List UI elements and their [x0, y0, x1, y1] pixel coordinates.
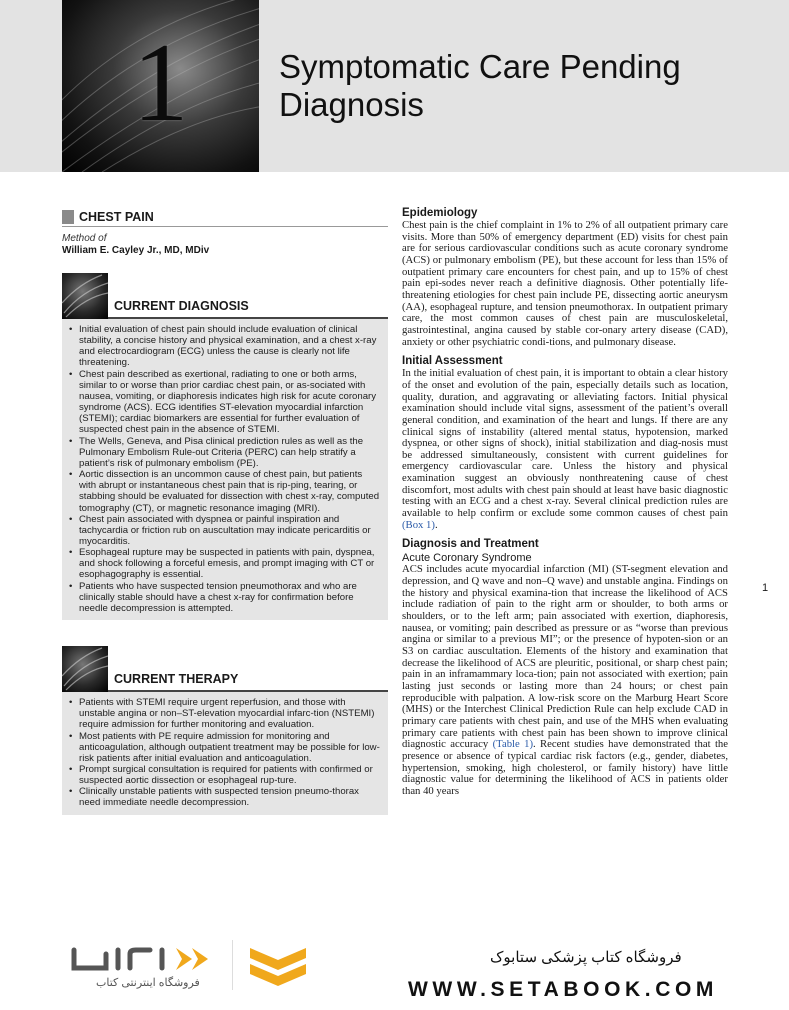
initial-assessment-paragraph — [402, 368, 728, 531]
setabook-logo-icon — [66, 942, 226, 976]
list-item: • Chest pain associated with dyspnea or painful inspiration and tachycardia or friction rub on auscultation may indicate pericarditis or myocarditis. — [68, 514, 380, 547]
acs-text-continued: . Recent studies have demonstrated that the presence or absence of typical cardiac risk factors (e.g., gender, diabetes, hypertension, smoking, high cholesterol, or family history) have little diagnostic value for determining the likelihood of ACS in patients older than 40 years — [402, 738, 728, 797]
list-item: • Most patients with PE require admission for monitoring and anticoagulation, although outpatient treatment may be possible for low-risk patients after initial evaluation and anticoagulation. — [68, 731, 380, 764]
brand-subtitle: فروشگاه اینترنتی کتاب — [96, 977, 200, 989]
list-item: • Chest pain described as exertional, radiating to one or both arms, similar to or worse than prior cardiac chest pain, or as-sociated with nausea, vomiting, or diaphoresis indicates high risk for acute coronary syndrome (ACS). ECG identifies ST-elevation myocardial infarction (STEMI); cardiac biomarkers are essential for further evaluation of suspected chest pain in the absence of STEMI. — [68, 369, 380, 436]
store-title: فروشگاه کتاب پزشکی ستابوک — [490, 949, 682, 966]
initial-assessment-heading: Initial Assessment — [402, 355, 503, 368]
acs-subheading: Acute Coronary Syndrome — [402, 552, 532, 565]
initial-assessment-text: In the initial evaluation of chest pain, it is important to obtain a clear history of the onset and evolution of the pain, especially details such as location, quality, duration, and aggravating or alleviating factors. Initial physical examination should include vital signs, assessment of the patient’s overall general condition, and examination of the heart and lungs. If there are any clinical signs of instability (altered mental status, hypotension, marked dyspnea, or other signs of shock), initial stabilization and diag-nosis must be addressed simultaneously, consistent with current guidelines for emergency cardiovascular care. Unless the history and physical examination suggest an obviously nonthreatening cause of chest discomfort, most adults with chest pain should at least have basic diagnostic testing with an ECG and a chest x-ray. Several clinical prediction rules are available to help confirm or exclude some common causes of chest pain — [402, 367, 728, 520]
list-item: • Initial evaluation of chest pain should include evaluation of clinical stability, a concise history and physical examination, and a chest x-ray and electrocardiogram (ECG) unless the cause is clearly not life threatening. — [68, 324, 380, 369]
list-item: • Prompt surgical consultation is required for patients with confirmed or suspected aortic dissection or esophageal rup-ture. — [68, 764, 380, 786]
sentence-end: . — [434, 518, 438, 531]
page-number: 1 — [762, 582, 769, 594]
box-1-link[interactable]: (Box 1) — [402, 518, 435, 531]
list-item: • Aortic dissection is an uncommon cause of chest pain, but patients with abrupt or instantaneous chest pain that is rip-ping, tearing, or stabbing should be evaluated for dissection with chest x-ray, computed tomography (CT), or magnetic resonance imaging (MRI). — [68, 469, 380, 514]
current-therapy-header — [62, 646, 388, 692]
author-name: William E. Cayley Jr., MD, MDiv — [62, 245, 210, 256]
current-diagnosis-box — [62, 319, 388, 620]
acs-text: ACS includes acute myocardial infarction (MI) (ST-segment elevation and depression, and Q wave and non–Q wave) and unstable angina. Findings on the history and physical examina-tion that increase the likelihood of ACS include radiation of pain to the right arm or shoulder, to both arms or shoulders, or to the left arm; pain associated with exertion, diaphoresis, nausea, or vomiting; pain described as pressure or as “worse than previous angina or similar to a previous MI”; or the presence of hypoten-sion or an S3 on cardiac auscultation. Elements of the history and examination that decrease the likelihood of ACS are pleuritic, positional, or sharp chest pain; pain in an inframammary loca-tion; pain not associated with exertion; pain lasting just seconds or lasting more than 24 hours; or chest pain reproducible with palpation. A low-risk score on the Marburg Heart Score (MHS) or the Interchest Clinical Prediction Rule can help exclude CAD in primary care patients with chest pain, and use of the MHS when evaluating primary care patients with chest pain has been shown to improve clinical diagnostic accuracy — [402, 563, 728, 751]
chapter-number-panel — [62, 0, 259, 172]
method-label: Method of — [62, 233, 107, 244]
current-diagnosis-header — [62, 273, 388, 319]
list-item: • The Wells, Geneva, and Pisa clinical prediction rules as well as the Pulmonary Embolism Rule-out Criteria (PERC) can help stratify a patient’s risk of pulmonary embolism (PE). — [68, 436, 380, 469]
swirl-emblem-icon — [62, 646, 108, 692]
section-title — [62, 208, 388, 227]
footer-banner — [0, 928, 789, 1010]
chapter-number: 1 — [132, 21, 189, 145]
acs-paragraph — [402, 564, 728, 797]
list-item: • Esophageal rupture may be suspected in patients with pain, dyspnea, and shock following a forceful emesis, and prompt imaging with CT or esophagography is essential. — [68, 547, 380, 580]
section-title-text: CHEST PAIN — [79, 210, 154, 224]
store-url[interactable]: WWW.SETABOOK.COM — [408, 978, 719, 1001]
header-rule — [108, 690, 388, 692]
epidemiology-paragraph: Chest pain is the chief complaint in 1% to 2% of all outpatient primary care visits. More than 50% of emergency department (ED) visits for chest pain are for serious cardiovascular conditions such as acute coronary syndrome (ACS) or pulmonary embolism (PE), but these account for less than 15% of outpatient primary care encounters for chest pain, and up to 15% of chest pain epi-sodes never reach a definitive diagnosis. Other potentially life-threatening etiologies for chest pain include PE, dissecting aortic aneurysm (AA), esophageal rupture, and tension pneumothorax. In outpatient primary care, the most common causes of chest pain are musculoskeletal, gastrointestinal, angina caused by stable cor-onary artery disease (CAD), anxiety or other psychiatric condi-tions, and pulmonary disease. — [402, 219, 728, 348]
list-item: • Clinically unstable patients with suspected tension pneumo-thorax need immediate needle decompression. — [68, 786, 380, 808]
current-therapy-box — [62, 692, 388, 815]
table-1-link[interactable]: (Table 1) — [492, 738, 534, 751]
chapter-header — [0, 0, 789, 172]
current-diagnosis-title: CURRENT DIAGNOSIS — [114, 299, 249, 313]
right-column — [402, 207, 728, 798]
epidemiology-heading: Epidemiology — [402, 207, 478, 219]
section-marker-icon — [62, 210, 74, 224]
chevron-stack-icon — [246, 944, 310, 994]
header-rule — [108, 317, 388, 319]
current-therapy-title: CURRENT THERAPY — [114, 672, 239, 687]
list-item: • Patients with STEMI require urgent reperfusion, and those with unstable angina or non–ST-elevation myocardial infarc-tion (NSTEMI) require admission for further monitoring and evaluation. — [68, 697, 380, 730]
swirl-emblem-icon — [62, 273, 108, 319]
diagnosis-treatment-heading: Diagnosis and Treatment — [402, 538, 539, 551]
left-column — [62, 205, 388, 815]
chapter-title: Symptomatic Care Pending Diagnosis — [279, 48, 681, 123]
footer-divider — [232, 940, 233, 990]
list-item: • Patients who have suspected tension pneumothorax and who are clinically stable should have a chest x-ray for confirmation before needle decompression is attempted. — [68, 581, 380, 614]
